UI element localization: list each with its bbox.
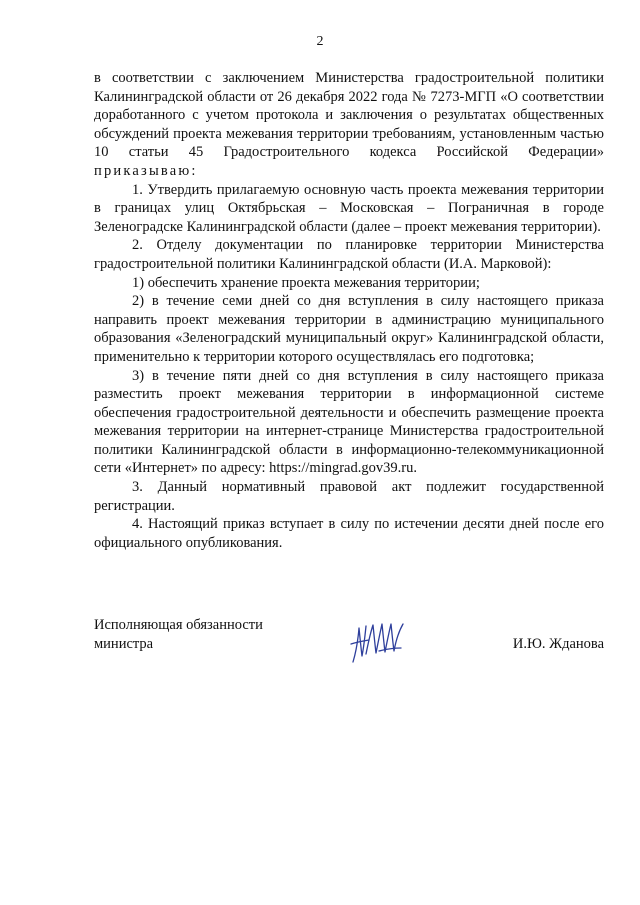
signature-block	[94, 616, 604, 676]
paragraph-item-1: 1. Утвердить прилагаемую основную часть проекта межевания территории в границах улиц Октябрьская – Московская – Пограничная в городе Зеленоградске Калининградской области (далее – проект межевания территории).	[94, 181, 604, 235]
handwritten-signature	[349, 618, 407, 668]
paragraph-subitem-1: 1) обеспечить хранение проекта межевания территории;	[132, 274, 480, 291]
paragraph-item-4: 4. Настоящий приказ вступает в силу по истечении десяти дней после его официального опубликования.	[94, 516, 604, 551]
order-word: приказываю:	[94, 162, 198, 179]
signatory-title-line2: министра	[94, 635, 154, 652]
signatory-title	[94, 616, 263, 653]
paragraph-item-3: 3. Данный нормативный правовой акт подлежит государственной регистрации.	[94, 479, 604, 514]
paragraph-item-2: 2. Отделу документации по планировке территории Министерства градостроительной политики Калининградской области (И.А. Марковой):	[94, 237, 604, 272]
paragraph-subitem-3: 3) в течение пяти дней со дня вступления в силу настоящего приказа разместить проект межевания территории в информационной системе обеспечения градостроительной деятельности и обеспечить размещение проекта межевания территории на интернет-странице Министерства градостроительной политики Калининградской области в информационно-телекоммуникационной сети «Интернет» по адресу: https://mingrad.gov39.ru.	[94, 367, 604, 477]
document-body	[94, 69, 604, 552]
page-number: 2	[316, 34, 324, 49]
signatory-title-line1: Исполняющая обязанности	[94, 617, 263, 633]
paragraph-preamble	[94, 69, 604, 181]
paragraph-subitem-2: 2) в течение семи дней со дня вступления в силу настоящего приказа направить проект межевания территории в администрацию муниципального образования «Зеленоградский муниципальный округ» Калининградской области, применительно к территории которого осуществлялась его подготовка;	[94, 293, 604, 365]
preamble-text: в соответствии с заключением Министерства градостроительной политики Калининградской области от 26 декабря 2022 года № 7273-МГП «О соответствии доработанного с учетом протокола и заключения о результатах общественных обсуждений проекта межевания территории требованиям, установленным частью 10 статьи 45 Градостроительного кодекса Российской Федерации»	[94, 70, 604, 161]
signatory-name: И.Ю. Жданова	[512, 635, 604, 652]
